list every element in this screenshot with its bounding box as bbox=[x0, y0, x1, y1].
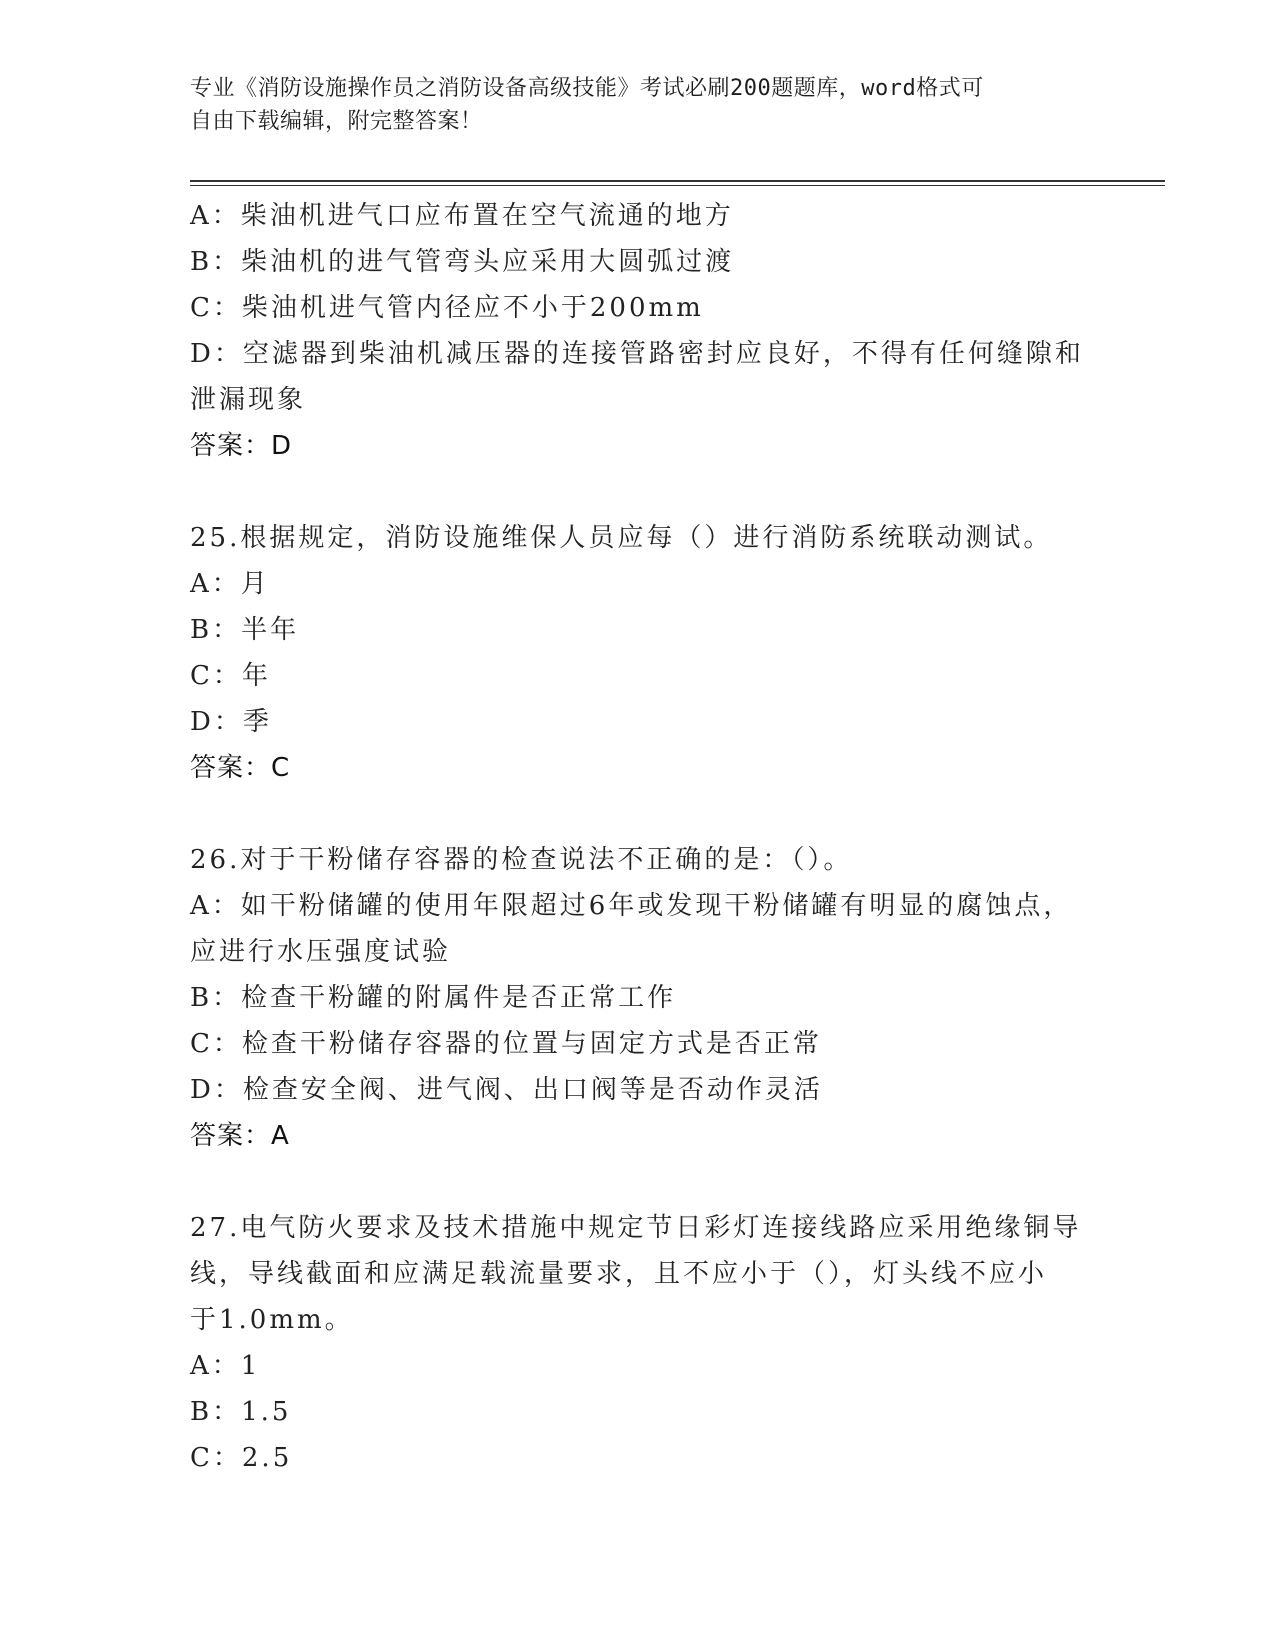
option-d: D：空滤器到柴油机减压器的连接管路密封应良好，不得有任何缝隙和 bbox=[190, 339, 1084, 369]
option-c: C：年 bbox=[190, 661, 271, 691]
option-d: D：检查安全阀、进气阀、出口阀等是否动作灵活 bbox=[190, 1075, 823, 1105]
question-25 bbox=[190, 515, 1090, 791]
question-list bbox=[190, 193, 1090, 1481]
document-header bbox=[190, 72, 1090, 138]
header-title-line-1: 专业《消防设施操作员之消防设备高级技能》考试必刷200题题库，word格式可 bbox=[190, 76, 984, 101]
option-b: B：检查干粉罐的附属件是否正常工作 bbox=[190, 983, 677, 1013]
answer-line: 答案：C bbox=[190, 753, 291, 783]
option-a: A：月 bbox=[190, 569, 270, 599]
option-a: A：柴油机进气口应布置在空气流通的地方 bbox=[190, 201, 734, 231]
question-stem-continued: 线，导线截面和应满足载流量要求，且不应小于（），灯头线不应小 bbox=[190, 1259, 1048, 1289]
option-b: B：半年 bbox=[190, 615, 300, 645]
option-c: C：2.5 bbox=[190, 1443, 293, 1473]
question-24-continued bbox=[190, 193, 1090, 469]
option-b: B：1.5 bbox=[190, 1397, 292, 1427]
answer-line: 答案：A bbox=[190, 1121, 290, 1151]
question-spacer bbox=[190, 469, 1090, 515]
option-a: A：1 bbox=[190, 1351, 261, 1381]
header-divider-thick bbox=[190, 180, 1165, 182]
question-stem: 26.对于干粉储存容器的检查说法不正确的是：（）。 bbox=[190, 845, 853, 875]
option-c: C：柴油机进气管内径应不小于200mm bbox=[190, 293, 704, 323]
option-c: C：检查干粉储存容器的位置与固定方式是否正常 bbox=[190, 1029, 822, 1059]
question-26 bbox=[190, 837, 1090, 1159]
question-stem: 27.电气防火要求及技术措施中规定节日彩灯连接线路应采用绝缘铜导 bbox=[190, 1213, 1082, 1243]
question-27 bbox=[190, 1205, 1090, 1481]
question-stem-continued: 于1.0mm。 bbox=[190, 1305, 354, 1335]
question-spacer bbox=[190, 791, 1090, 837]
header-divider-thin bbox=[190, 185, 1165, 186]
question-spacer bbox=[190, 1159, 1090, 1205]
option-a: A：如干粉储罐的使用年限超过6年或发现干粉储罐有明显的腐蚀点， bbox=[190, 891, 1073, 921]
header-title-line-2: 自由下载编辑，附完整答案！ bbox=[190, 109, 483, 134]
option-b: B：柴油机的进气管弯头应采用大圆弧过渡 bbox=[190, 247, 735, 277]
option-d-continued: 泄漏现象 bbox=[190, 385, 307, 415]
option-a-continued: 应进行水压强度试验 bbox=[190, 937, 452, 967]
answer-line: 答案：D bbox=[190, 431, 293, 461]
option-d: D：季 bbox=[190, 707, 272, 737]
question-stem: 25.根据规定，消防设施维保人员应每（）进行消防系统联动测试。 bbox=[190, 523, 1053, 553]
